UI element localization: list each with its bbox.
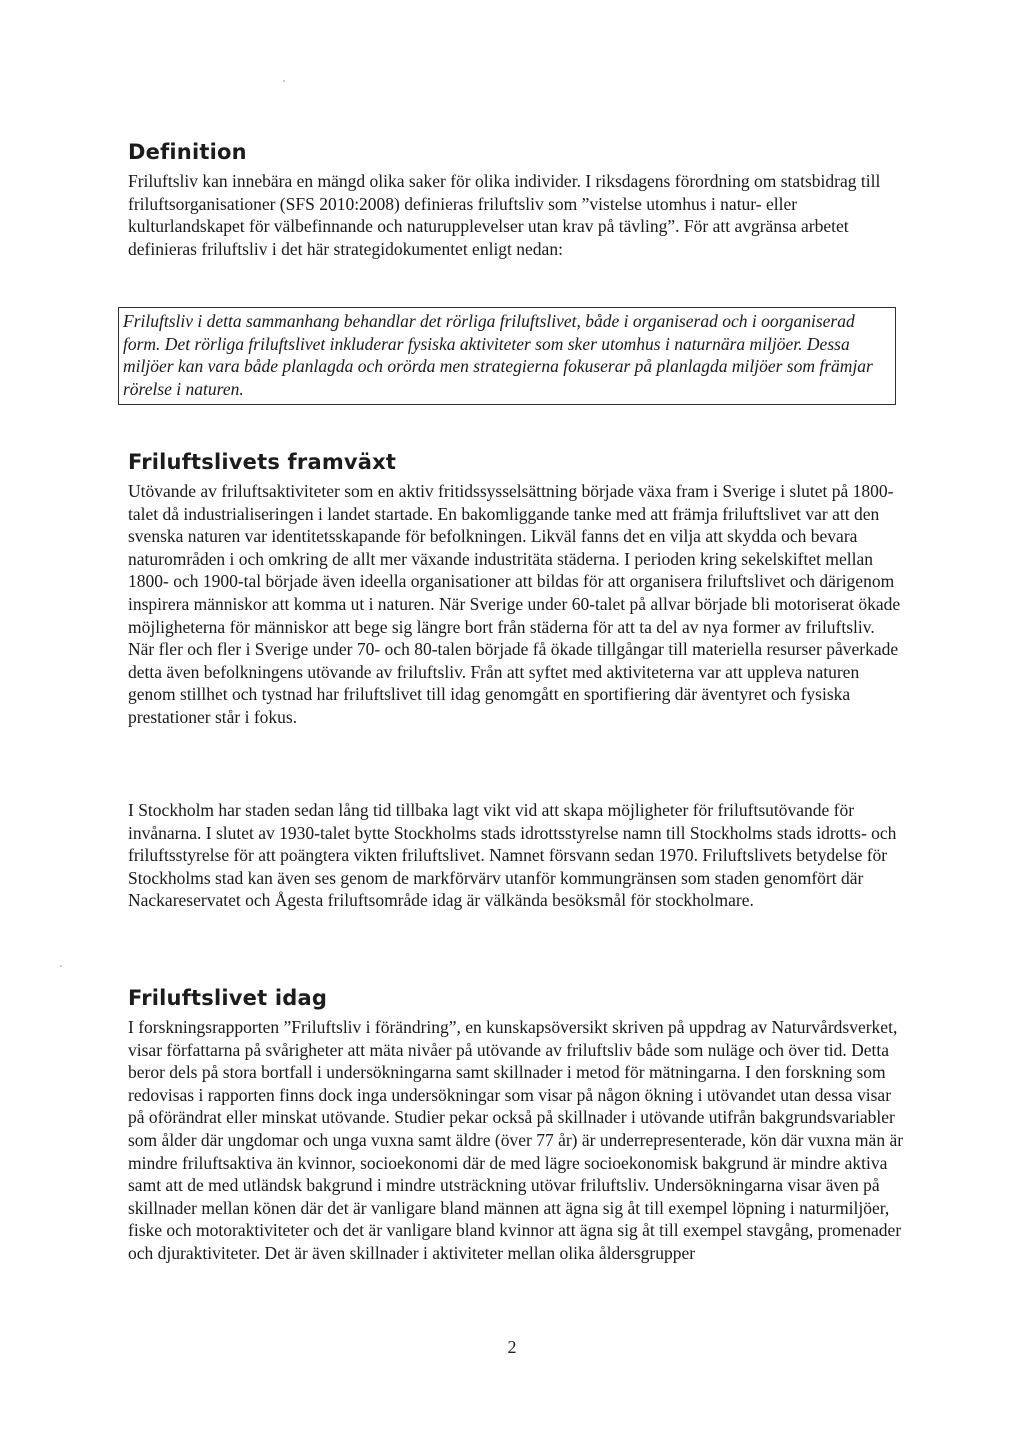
scan-speck	[283, 80, 285, 82]
framvaxt-paragraph-1: Utövande av friluftsaktiviteter som en aktiv fritidssysselsättning började växa fram i Sverige i slutet på 1800-talet då industrialiseringen i landet startade. En bakomliggande tanke med att främja friluftslivet var att den svenska naturen var identitetsskapande för befolkningen. Likväl fanns det en vilja att skydda och bevara naturområden i och omkring de allt mer växande industritäta städerna. I perioden kring sekelskiftet mellan 1800- och 1900-tal började även ideella organisationer att bildas för att organisera friluftslivet och därigenom inspirera människor att komma ut i naturen. När Sverige under 60-talet på allvar började bli motoriserat ökade möjligheterna för människor att bege sig längre bort från städerna för att ta del av nya former av friluftsliv. När fler och fler i Sverige under 70- och 80-talen började få ökade tillgångar till materiella resurser påverkade detta även befolkningens utövande av friluftsliv. Från att syftet med aktiviteterna var att uppleva naturen genom stillhet och tystnad har friluftslivet till idag genomgått en sportifiering där äventyret och fysiska prestationer står i fokus.	[128, 481, 901, 727]
definition-quote-text: Friluftsliv i detta sammanhang behandlar det rörliga friluftslivet, både i organiserad och i oorganiserad form. Det rörliga friluftslivet inkluderar fysiska aktiviteter som sker utomhus i naturnära miljöer. Dessa miljöer kan vara både planlagda och orörda men strategierna fokuserar på planlagda miljöer som främjar rörelse i naturen.	[123, 311, 873, 399]
page-number: 2	[507, 1337, 517, 1357]
scan-speck	[60, 965, 62, 967]
idag-paragraph: I forskningsrapporten ”Friluftsliv i förändring”, en kunskapsöversikt skriven på uppdrag av Naturvårdsverket, visar författarna på svårigheter att mäta nivåer på utövande av friluftsliv både som nuläge och över tid. Detta beror dels på stora bortfall i undersökningarna samt skillnader i metod för mätningarna. I den forskning som redovisas i rapporten finns dock inga undersökningar som visar på någon ökning i utövandet utan dessa visar på oförändrat eller minskat utövande. Studier pekar också på skillnader i utövande utifrån bakgrundsvariabler som ålder där ungdomar och unga vuxna samt äldre (över 77 år) är underrepresenterade, kön där vuxna män är mindre friluftsaktiva än kvinnor, socioekonomi där de med lägre socioekonomisk bakgrund är mindre aktiva samt att de med utländsk bakgrund i mindre utsträckning utövar friluftsliv. Undersökningarna visar även på skillnader mellan könen där det är vanligare bland männen att ägna sig åt till exempel löpning i naturmiljöer, fiske och motoraktiviteter och det är vanligare bland kvinnor att ägna sig åt till exempel stavgång, promenader och djuraktiviteter. Det är även skillnader i aktiviteter mellan olika åldersgrupper	[128, 1017, 904, 1263]
heading-friluftslivets-framvaxt: Friluftslivets framväxt	[128, 450, 397, 474]
framvaxt-paragraph-2: I Stockholm har staden sedan lång tid tillbaka lagt vikt vid att skapa möjligheter för friluftsutövande för invånarna. I slutet av 1930-talet bytte Stockholms stads idrottsstyrelse namn till Stockholms stads idrotts- och friluftsstyrelse för att poängtera vikten friluftslivet. Namnet försvann sedan 1970. Friluftslivets betydelse för Stockholms stad kan även ses genom de markförvärv utanför kommungränsen som staden genomfört där Nackareservatet och Ågesta friluftsområde idag är välkända besöksmål för stockholmare.	[128, 800, 897, 911]
definition-quote-box	[118, 307, 896, 405]
definition-paragraph: Friluftsliv kan innebära en mängd olika saker för olika individer. I riksdagens förordning om statsbidrag till friluftsorganisationer (SFS 2010:2008) definieras friluftsliv som ”vistelse utomhus i natur- eller kulturlandskapet för välbefinnande och naturupplevelser utan krav på tävling”. För att avgränsa arbetet definieras friluftsliv i det här strategidokumentet enligt nedan:	[128, 171, 881, 259]
heading-friluftslivet-idag: Friluftslivet idag	[128, 986, 328, 1010]
heading-definition: Definition	[128, 140, 247, 164]
